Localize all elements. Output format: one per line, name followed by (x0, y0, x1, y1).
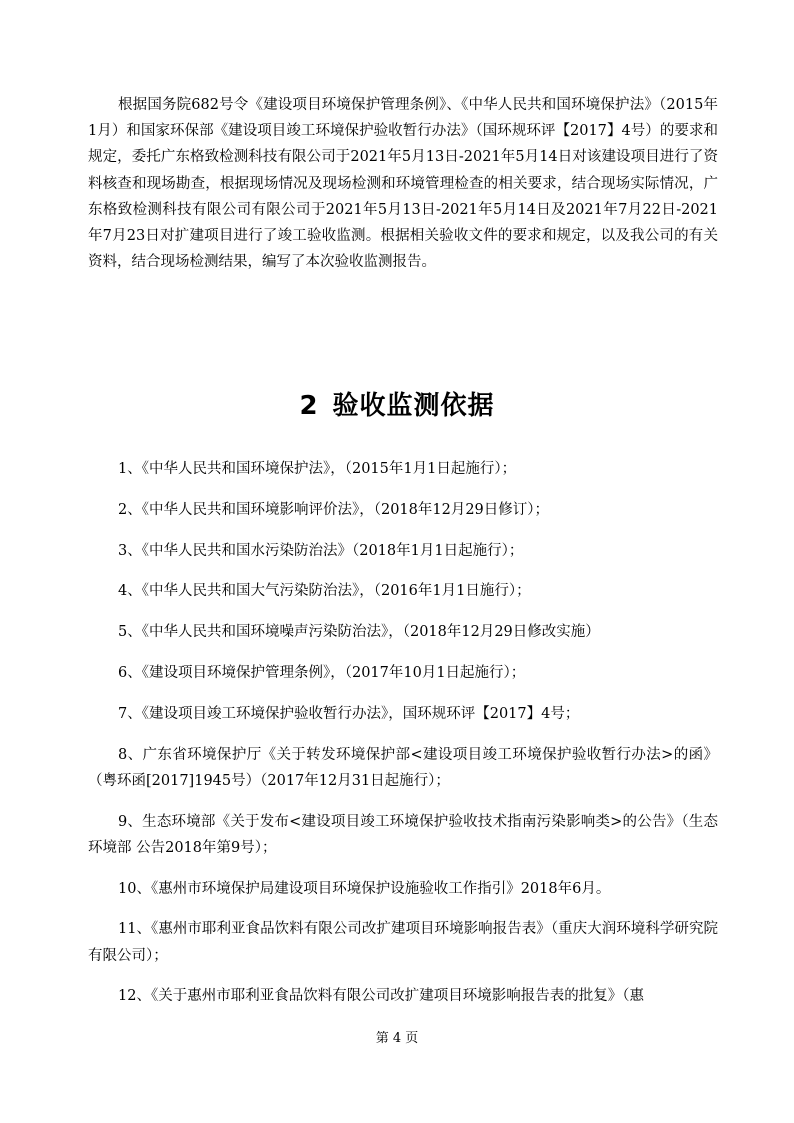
basis-item-5: 5、《中华人民共和国环境噪声污染防治法》，（2018年12月29日修改实施） (118, 624, 600, 641)
section-title: 验收监测依据 (332, 391, 495, 421)
page-number: 第 4 页 (375, 1031, 419, 1046)
section-number: 2 (299, 391, 319, 421)
basis-list (88, 456, 718, 1024)
basis-item-12: 12、《关于惠州市耶利亚食品饮料有限公司改扩建项目环境影响报告表的批复》（惠 (118, 988, 644, 1005)
basis-item-10: 10、《惠州市环境保护局建设项目环境保护设施验收工作指引》2018年6月。 (118, 880, 611, 897)
section-heading (0, 385, 794, 422)
basis-item-2: 2、《中华人民共和国环境影响评价法》，（2018年12月29日修订）； (118, 501, 550, 518)
basis-item-7: 7、《建设项目竣工环境保护验收暂行办法》，国环规环评【2017】4号； (118, 705, 580, 722)
basis-item-8: 8、广东省环境保护厅《关于转发环境保护部<建设项目竣工环境保护验收暂行办法>的函》（粤环函[2017]1945号）（2017年12月31日起施行）； (88, 746, 718, 789)
basis-item-6: 6、《建设项目环境保护管理条例》，（2017年10月1日起施行）； (118, 664, 526, 681)
basis-item-9: 9、生态环境部《关于发布<建设项目竣工环境保护验收技术指南污染影响类>的公告》（生态环境部 公告2018年第9号）； (88, 813, 718, 856)
basis-item-11: 11、《惠州市耶利亚食品饮料有限公司改扩建项目环境影响报告表》（重庆大润环境科学研究院有限公司）； (88, 921, 718, 964)
basis-item-3: 3、《中华人民共和国水污染防治法》（2018年1月1日起施行）； (118, 542, 524, 559)
basis-item-1: 1、《中华人民共和国环境保护法》，（2015年1月1日起施行）； (118, 461, 517, 477)
basis-item-4: 4、《中华人民共和国大气污染防治法》，（2016年1月1日施行）； (118, 583, 531, 600)
intro-paragraph: 根据国务院682号令《建设项目环境保护管理条例》、《中华人民共和国环境保护法》（2015年1月）和国家环保部《建设项目竣工环境保护验收暂行办法》（国环规环评【2017】4号）的要求和规定，委托广东格致检测科技有限公司于2021年5月13日-2021年5月14日对该建设项目进行了资料核查和现场勘查，根据现场情况及现场检测和环境管理检查的相关要求，结合现场实际情况，广东格致检测科技有限公司有限公司于2021年5月13日-2021年5月14日及2021年7月22日-2021年7月23日对扩建项目进行了竣工验收监测。根据相关验收文件的要求和规定，以及我公司的有关资料，结合现场检测结果，编写了本次验收监测报告。 (88, 97, 718, 271)
